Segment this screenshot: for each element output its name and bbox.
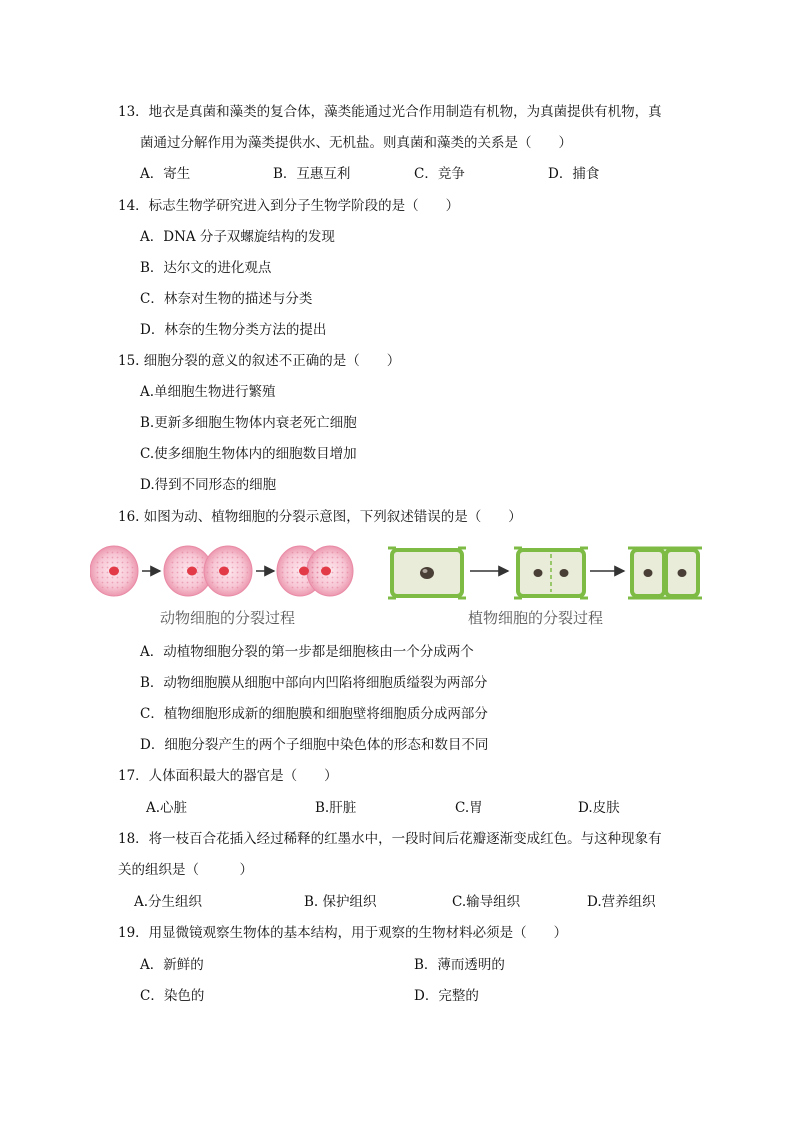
q15-option-a: A.单细胞生物进行繁殖 xyxy=(140,384,276,400)
q19-stem: 19．用显微镜观察生物体的基本结构，用于观察的生物材料必须是（ ） xyxy=(118,925,568,941)
plant-division-caption: 植物细胞的分裂过程 xyxy=(468,609,604,627)
q18-option-c: C.输导组织 xyxy=(452,894,521,910)
q15-stem: 15. 细胞分裂的意义的叙述不正确的是（ ） xyxy=(118,353,401,369)
q15-option-d: D.得到不同形态的细胞 xyxy=(140,477,277,493)
q18-option-d: D.营养组织 xyxy=(587,894,656,910)
q18-option-b: B. 保护组织 xyxy=(304,894,377,910)
q19-option-d: D．完整的 xyxy=(414,988,479,1004)
q14-option-b: B．达尔文的进化观点 xyxy=(140,260,272,276)
q13-stem-line2: 菌通过分解作用为藻类提供水、无机盐。则真菌和藻类的关系是（ ） xyxy=(140,135,572,151)
q16-option-d: D．细胞分裂产生的两个子细胞中染色体的形态和数目不同 xyxy=(140,737,489,753)
animal-cell-stage-1 xyxy=(90,546,138,596)
q16-stem: 16. 如图为动、植物细胞的分裂示意图，下列叙述错误的是（ ） xyxy=(118,509,522,525)
q17-option-b: B.肝脏 xyxy=(315,800,357,816)
q17-option-c: C.胃 xyxy=(455,800,483,816)
q14-option-c: C．林奈对生物的描述与分类 xyxy=(140,291,313,307)
q13-option-b: B．互惠互利 xyxy=(273,166,351,182)
cell-division-figure xyxy=(90,540,704,632)
q18-stem-line2: 关的组织是（ ） xyxy=(118,862,253,878)
plant-cell-stage-2 xyxy=(514,548,588,598)
animal-cell-stage-2 xyxy=(164,546,252,596)
q17-stem: 17．人体面积最大的器官是（ ） xyxy=(118,768,338,784)
q18-stem-line1: 18．将一枝百合花插入经过稀释的红墨水中，一段时间后花瓣逐渐变成红色。与这种现象有 xyxy=(118,831,662,847)
q17-option-d: D.皮肤 xyxy=(578,800,620,816)
q17-option-a: A.心脏 xyxy=(146,800,188,816)
plant-cell-stage-1 xyxy=(388,548,466,598)
q19-option-c: C．染色的 xyxy=(140,988,205,1004)
q18-option-a: A.分生组织 xyxy=(134,894,203,910)
animal-cell-stage-3 xyxy=(277,546,353,596)
q16-option-b: B．动物细胞膜从细胞中部向内凹陷将细胞质缢裂为两部分 xyxy=(140,675,488,691)
q14-stem: 14．标志生物学研究进入到分子生物学阶段的是（ ） xyxy=(118,198,460,214)
q13-stem-line1: 13．地衣是真菌和藻类的复合体，藻类能通过光合作用制造有机物，为真菌提供有机物，真 xyxy=(118,104,662,120)
q16-option-a: A．动植物细胞分裂的第一步都是细胞核由一个分成两个 xyxy=(140,644,474,660)
q14-option-a: A．DNA 分子双螺旋结构的发现 xyxy=(140,229,335,245)
plant-cell-stage-3 xyxy=(628,548,702,598)
q13-option-a: A．寄生 xyxy=(140,166,191,182)
q14-option-d: D．林奈的生物分类方法的提出 xyxy=(140,322,327,338)
q19-option-a: A．新鲜的 xyxy=(140,957,204,973)
q13-option-c: C．竞争 xyxy=(414,166,465,182)
cell-division-diagram xyxy=(90,540,704,632)
q16-option-c: C．植物细胞形成新的细胞膜和细胞壁将细胞质分成两部分 xyxy=(140,706,488,722)
q15-option-c: C.使多细胞生物体内的细胞数目增加 xyxy=(140,446,357,462)
q19-option-b: B．薄而透明的 xyxy=(414,957,505,973)
q13-option-d: D．捕食 xyxy=(548,166,600,182)
q15-option-b: B.更新多细胞生物体内衰老死亡细胞 xyxy=(140,415,357,431)
animal-division-caption: 动物细胞的分裂过程 xyxy=(160,609,296,627)
